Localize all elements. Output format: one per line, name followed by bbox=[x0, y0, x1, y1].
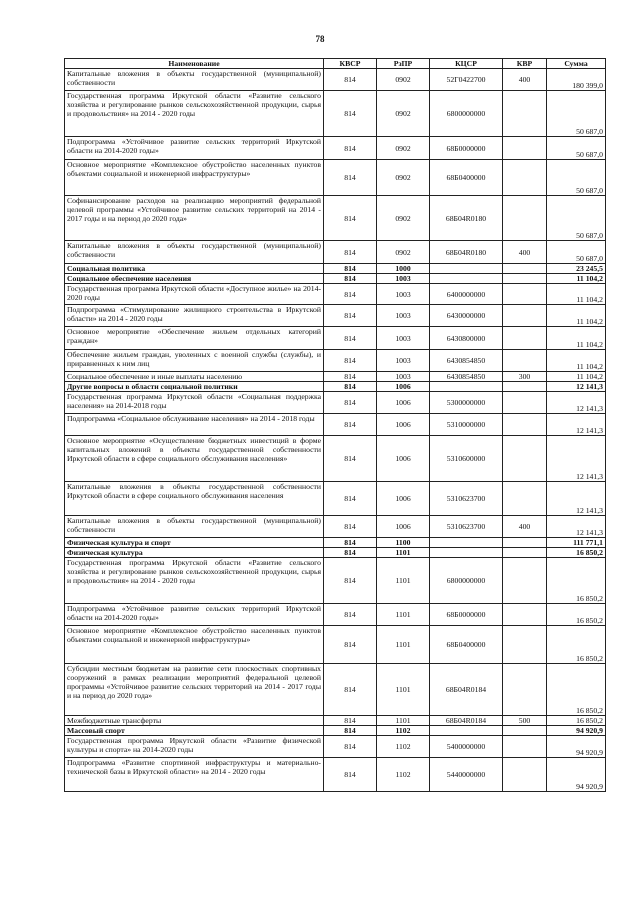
row-kvsr-cell: 814 bbox=[324, 69, 377, 91]
row-kvsr-cell: 814 bbox=[324, 160, 377, 196]
table-row bbox=[65, 241, 606, 264]
row-sum-cell: 12 141,3 bbox=[547, 392, 606, 414]
row-rzpr-cell: 1102 bbox=[377, 726, 430, 736]
row-kvr-cell bbox=[503, 726, 547, 736]
row-kvr-cell: 400 bbox=[503, 516, 547, 538]
row-name-cell: Подпрограмма «Устойчивое развитие сельских территорий Иркутской области на 2014-2020 годы» bbox=[65, 604, 324, 626]
row-kcsr-cell: 5300000000 bbox=[430, 392, 503, 414]
row-rzpr-cell: 1006 bbox=[377, 392, 430, 414]
row-kcsr-cell: 5310623700 bbox=[430, 482, 503, 516]
row-kvsr-cell: 814 bbox=[324, 414, 377, 436]
table-row bbox=[65, 538, 606, 548]
table-row bbox=[65, 604, 606, 626]
row-kvr-cell: 300 bbox=[503, 372, 547, 382]
row-name-cell: Основное мероприятие «Комплексное обустройство населенных пунктов объектами социальной и инженерной инфраструктуры» bbox=[65, 160, 324, 196]
row-kvr-cell: 400 bbox=[503, 69, 547, 91]
row-name-cell: Межбюджетные трансферты bbox=[65, 716, 324, 726]
row-kvsr-cell: 814 bbox=[324, 626, 377, 664]
row-name-cell: Другие вопросы в области социальной политики bbox=[65, 382, 324, 392]
row-sum-cell: 111 771,1 bbox=[547, 538, 606, 548]
row-kcsr-cell: 6800000000 bbox=[430, 558, 503, 604]
table-row bbox=[65, 382, 606, 392]
row-rzpr-cell: 1003 bbox=[377, 305, 430, 327]
row-name-cell: Софинансирование расходов на реализацию мероприятий федеральной целевой программы «Устойчивое развитие сельских территорий на 2014 - 2017 годы и на период до 2020 года» bbox=[65, 196, 324, 241]
table-row bbox=[65, 558, 606, 604]
row-sum-cell: 11 104,2 bbox=[547, 350, 606, 372]
row-name-cell: Капитальные вложения в объекты государственной собственности Иркутской области в сфере социального обслуживания населения bbox=[65, 482, 324, 516]
row-rzpr-cell: 1006 bbox=[377, 436, 430, 482]
table-row bbox=[65, 69, 606, 91]
table-row bbox=[65, 436, 606, 482]
row-sum-cell: 12 141,3 bbox=[547, 482, 606, 516]
row-kvr-cell bbox=[503, 382, 547, 392]
row-rzpr-cell: 1101 bbox=[377, 558, 430, 604]
header-name: Наименование bbox=[65, 59, 324, 69]
row-rzpr-cell: 1006 bbox=[377, 516, 430, 538]
row-kcsr-cell: 68Б04R0180 bbox=[430, 196, 503, 241]
table-row bbox=[65, 482, 606, 516]
row-rzpr-cell: 1006 bbox=[377, 482, 430, 516]
row-sum-cell: 23 245,5 bbox=[547, 264, 606, 274]
row-kvr-cell bbox=[503, 626, 547, 664]
row-rzpr-cell: 1003 bbox=[377, 350, 430, 372]
row-sum-cell: 50 687,0 bbox=[547, 91, 606, 137]
row-name-cell: Капитальные вложения в объекты государственной (муниципальной) собственности bbox=[65, 516, 324, 538]
row-kvr-cell bbox=[503, 548, 547, 558]
row-kvr-cell bbox=[503, 91, 547, 137]
row-rzpr-cell: 1003 bbox=[377, 372, 430, 382]
row-name-cell: Капитальные вложения в объекты государственной (муниципальной) собственности bbox=[65, 69, 324, 91]
row-name-cell: Основное мероприятие «Обеспечение жильем отдельных категорий граждан» bbox=[65, 327, 324, 350]
row-kcsr-cell: 5310600000 bbox=[430, 436, 503, 482]
row-kvr-cell: 400 bbox=[503, 241, 547, 264]
row-rzpr-cell: 1003 bbox=[377, 284, 430, 305]
row-kcsr-cell bbox=[430, 538, 503, 548]
row-sum-cell: 16 850,2 bbox=[547, 664, 606, 716]
row-kcsr-cell: 68Б0000000 bbox=[430, 137, 503, 160]
row-rzpr-cell: 1102 bbox=[377, 758, 430, 792]
row-kvsr-cell: 814 bbox=[324, 436, 377, 482]
row-kvr-cell bbox=[503, 482, 547, 516]
row-sum-cell: 11 104,2 bbox=[547, 274, 606, 284]
row-name-cell: Подпрограмма «Развитие спортивной инфраструктуры и материально- технической базы в Иркутской области» на 2014 - 2020 годы bbox=[65, 758, 324, 792]
table-row bbox=[65, 160, 606, 196]
row-kvsr-cell: 814 bbox=[324, 350, 377, 372]
table-row bbox=[65, 736, 606, 758]
row-kvsr-cell: 814 bbox=[324, 382, 377, 392]
row-kvsr-cell: 814 bbox=[324, 604, 377, 626]
row-rzpr-cell: 0902 bbox=[377, 137, 430, 160]
row-sum-cell: 11 104,2 bbox=[547, 284, 606, 305]
row-name-cell: Подпрограмма «Социальное обслуживание населения» на 2014 - 2018 годы bbox=[65, 414, 324, 436]
row-name-cell: Социальное обеспечение населения bbox=[65, 274, 324, 284]
table-row bbox=[65, 350, 606, 372]
row-name-cell: Физическая культура bbox=[65, 548, 324, 558]
row-kcsr-cell: 6430854850 bbox=[430, 372, 503, 382]
row-sum-cell: 11 104,2 bbox=[547, 372, 606, 382]
row-sum-cell: 16 850,2 bbox=[547, 716, 606, 726]
table-row bbox=[65, 327, 606, 350]
row-kvsr-cell: 814 bbox=[324, 516, 377, 538]
row-sum-cell: 12 141,3 bbox=[547, 414, 606, 436]
row-sum-cell: 11 104,2 bbox=[547, 327, 606, 350]
row-kcsr-cell: 5440000000 bbox=[430, 758, 503, 792]
row-kcsr-cell: 68Б04R0184 bbox=[430, 664, 503, 716]
row-name-cell: Государственная программа Иркутской области «Развитие физической культуры и спорта» на 2014-2020 годы bbox=[65, 736, 324, 758]
row-name-cell: Государственная программа Иркутской области «Доступное жилье» на 2014-2020 годы bbox=[65, 284, 324, 305]
row-sum-cell: 94 920,9 bbox=[547, 736, 606, 758]
row-kvsr-cell: 814 bbox=[324, 758, 377, 792]
table-row bbox=[65, 372, 606, 382]
row-kvr-cell bbox=[503, 436, 547, 482]
row-rzpr-cell: 0902 bbox=[377, 160, 430, 196]
row-kcsr-cell: 52Г0422700 bbox=[430, 69, 503, 91]
row-sum-cell: 94 920,9 bbox=[547, 758, 606, 792]
row-kvsr-cell: 814 bbox=[324, 137, 377, 160]
row-kcsr-cell: 68Б0000000 bbox=[430, 604, 503, 626]
row-kcsr-cell: 6430800000 bbox=[430, 327, 503, 350]
row-kvr-cell bbox=[503, 160, 547, 196]
row-sum-cell: 12 141,3 bbox=[547, 516, 606, 538]
table-row bbox=[65, 726, 606, 736]
row-kvr-cell bbox=[503, 284, 547, 305]
header-kcsr: КЦСР bbox=[430, 59, 503, 69]
table-row bbox=[65, 548, 606, 558]
row-rzpr-cell: 0902 bbox=[377, 69, 430, 91]
budget-table bbox=[64, 58, 606, 792]
row-kvsr-cell: 814 bbox=[324, 196, 377, 241]
row-rzpr-cell: 1000 bbox=[377, 264, 430, 274]
row-rzpr-cell: 0902 bbox=[377, 241, 430, 264]
row-kvsr-cell: 814 bbox=[324, 392, 377, 414]
row-sum-cell: 16 850,2 bbox=[547, 626, 606, 664]
table-row bbox=[65, 758, 606, 792]
row-kcsr-cell bbox=[430, 274, 503, 284]
row-kvsr-cell: 814 bbox=[324, 284, 377, 305]
row-kcsr-cell bbox=[430, 382, 503, 392]
row-sum-cell: 50 687,0 bbox=[547, 196, 606, 241]
row-kcsr-cell: 5310623700 bbox=[430, 516, 503, 538]
row-kvr-cell bbox=[503, 736, 547, 758]
row-kvsr-cell: 814 bbox=[324, 372, 377, 382]
row-rzpr-cell: 0902 bbox=[377, 91, 430, 137]
row-kvr-cell bbox=[503, 664, 547, 716]
row-kvr-cell bbox=[503, 305, 547, 327]
row-kvr-cell bbox=[503, 264, 547, 274]
row-rzpr-cell: 1006 bbox=[377, 382, 430, 392]
row-kvr-cell bbox=[503, 558, 547, 604]
row-kvsr-cell: 814 bbox=[324, 664, 377, 716]
row-kvsr-cell: 814 bbox=[324, 558, 377, 604]
row-kvsr-cell: 814 bbox=[324, 716, 377, 726]
table-row bbox=[65, 392, 606, 414]
row-kvsr-cell: 814 bbox=[324, 241, 377, 264]
row-name-cell: Основное мероприятие «Осуществление бюджетных инвестиций в форме капитальных вложений в объекты государственной собственности Иркутской области в сфере социального обслуживания населения» bbox=[65, 436, 324, 482]
row-sum-cell: 16 850,2 bbox=[547, 604, 606, 626]
table-row bbox=[65, 626, 606, 664]
row-sum-cell: 50 687,0 bbox=[547, 160, 606, 196]
row-kvsr-cell: 814 bbox=[324, 274, 377, 284]
row-name-cell: Субсидии местным бюджетам на развитие сети плоскостных спортивных сооружений в рамках реализации мероприятий федеральной целевой программы «Устойчивое развитие сельских территорий на 2014 - 2017 годы и на период до 2020 года» bbox=[65, 664, 324, 716]
row-kcsr-cell: 5400000000 bbox=[430, 736, 503, 758]
row-name-cell: Государственная программа Иркутской области «Развитие сельского хозяйства и регулирование рынков сельскохозяйственной продукции, сырья и продовольствия» на 2014 - 2020 годы bbox=[65, 558, 324, 604]
row-kvsr-cell: 814 bbox=[324, 264, 377, 274]
row-sum-cell: 11 104,2 bbox=[547, 305, 606, 327]
row-name-cell: Физическая культура и спорт bbox=[65, 538, 324, 548]
row-kcsr-cell: 6400000000 bbox=[430, 284, 503, 305]
table-header-row bbox=[65, 59, 606, 69]
table-row bbox=[65, 137, 606, 160]
row-kvr-cell: 500 bbox=[503, 716, 547, 726]
row-kvsr-cell: 814 bbox=[324, 736, 377, 758]
row-sum-cell: 50 687,0 bbox=[547, 137, 606, 160]
row-kvr-cell bbox=[503, 274, 547, 284]
row-kcsr-cell bbox=[430, 548, 503, 558]
row-name-cell: Основное мероприятие «Комплексное обустройство населенных пунктов объектами социальной и инженерной инфраструктуры» bbox=[65, 626, 324, 664]
table-row bbox=[65, 414, 606, 436]
row-kvsr-cell: 814 bbox=[324, 482, 377, 516]
row-sum-cell: 16 850,2 bbox=[547, 548, 606, 558]
header-kvr: КВР bbox=[503, 59, 547, 69]
row-rzpr-cell: 1102 bbox=[377, 736, 430, 758]
row-kvr-cell bbox=[503, 414, 547, 436]
row-kvr-cell bbox=[503, 350, 547, 372]
row-name-cell: Социальное обеспечение и иные выплаты населению bbox=[65, 372, 324, 382]
row-kvsr-cell: 814 bbox=[324, 327, 377, 350]
table-row bbox=[65, 264, 606, 274]
row-kcsr-cell: 6800000000 bbox=[430, 91, 503, 137]
row-kcsr-cell: 5310000000 bbox=[430, 414, 503, 436]
row-kvr-cell bbox=[503, 196, 547, 241]
row-sum-cell: 12 141,3 bbox=[547, 436, 606, 482]
row-kvr-cell bbox=[503, 538, 547, 548]
row-kcsr-cell bbox=[430, 726, 503, 736]
row-name-cell: Государственная программа Иркутской области «Развитие сельского хозяйства и регулирование рынков сельскохозяйственной продукции, сырья и продовольствия» на 2014 - 2020 годы bbox=[65, 91, 324, 137]
table-row bbox=[65, 284, 606, 305]
row-kvsr-cell: 814 bbox=[324, 726, 377, 736]
row-kvr-cell bbox=[503, 392, 547, 414]
row-rzpr-cell: 1101 bbox=[377, 626, 430, 664]
row-sum-cell: 180 399,0 bbox=[547, 69, 606, 91]
header-sum: Сумма bbox=[547, 59, 606, 69]
row-kcsr-cell: 68Б04R0180 bbox=[430, 241, 503, 264]
table-body bbox=[65, 69, 606, 792]
table-row bbox=[65, 305, 606, 327]
row-kcsr-cell: 6430854850 bbox=[430, 350, 503, 372]
row-kvsr-cell: 814 bbox=[324, 91, 377, 137]
row-name-cell: Социальная политика bbox=[65, 264, 324, 274]
table-row bbox=[65, 716, 606, 726]
row-rzpr-cell: 1101 bbox=[377, 548, 430, 558]
row-kcsr-cell: 6430000000 bbox=[430, 305, 503, 327]
table-row bbox=[65, 516, 606, 538]
row-kcsr-cell bbox=[430, 264, 503, 274]
row-sum-cell: 12 141,3 bbox=[547, 382, 606, 392]
row-sum-cell: 94 920,9 bbox=[547, 726, 606, 736]
row-rzpr-cell: 1101 bbox=[377, 664, 430, 716]
page-number: 78 bbox=[315, 34, 325, 44]
row-name-cell: Подпрограмма «Стимулирование жилищного строительства в Иркутской области» на 2014 - 2020 годы bbox=[65, 305, 324, 327]
row-kcsr-cell: 68Б04R0184 bbox=[430, 716, 503, 726]
header-rzpr: РзПР bbox=[377, 59, 430, 69]
row-kvr-cell bbox=[503, 137, 547, 160]
row-kcsr-cell: 68Б0400000 bbox=[430, 160, 503, 196]
row-name-cell: Подпрограмма «Устойчивое развитие сельских территорий Иркутской области на 2014-2020 годы» bbox=[65, 137, 324, 160]
header-kvsr: КВСР bbox=[324, 59, 377, 69]
row-rzpr-cell: 1006 bbox=[377, 414, 430, 436]
row-kvr-cell bbox=[503, 604, 547, 626]
row-kvsr-cell: 814 bbox=[324, 305, 377, 327]
row-kcsr-cell: 68Б0400000 bbox=[430, 626, 503, 664]
row-sum-cell: 50 687,0 bbox=[547, 241, 606, 264]
row-sum-cell: 16 850,2 bbox=[547, 558, 606, 604]
row-name-cell: Государственная программа Иркутской области «Социальная поддержка населения» на 2014-2018 годы bbox=[65, 392, 324, 414]
row-name-cell: Капитальные вложения в объекты государственной (муниципальной) собственности bbox=[65, 241, 324, 264]
table-row bbox=[65, 664, 606, 716]
row-rzpr-cell: 1101 bbox=[377, 716, 430, 726]
row-rzpr-cell: 1100 bbox=[377, 538, 430, 548]
table-row bbox=[65, 196, 606, 241]
row-kvsr-cell: 814 bbox=[324, 538, 377, 548]
row-name-cell: Обеспечение жильем граждан, уволенных с военной службы (службы), и приравненных к ним лиц bbox=[65, 350, 324, 372]
row-rzpr-cell: 0902 bbox=[377, 196, 430, 241]
row-kvsr-cell: 814 bbox=[324, 548, 377, 558]
row-kvr-cell bbox=[503, 327, 547, 350]
row-name-cell: Массовый спорт bbox=[65, 726, 324, 736]
row-rzpr-cell: 1101 bbox=[377, 604, 430, 626]
row-rzpr-cell: 1003 bbox=[377, 274, 430, 284]
table-row bbox=[65, 91, 606, 137]
table-row bbox=[65, 274, 606, 284]
row-kvr-cell bbox=[503, 758, 547, 792]
row-rzpr-cell: 1003 bbox=[377, 327, 430, 350]
